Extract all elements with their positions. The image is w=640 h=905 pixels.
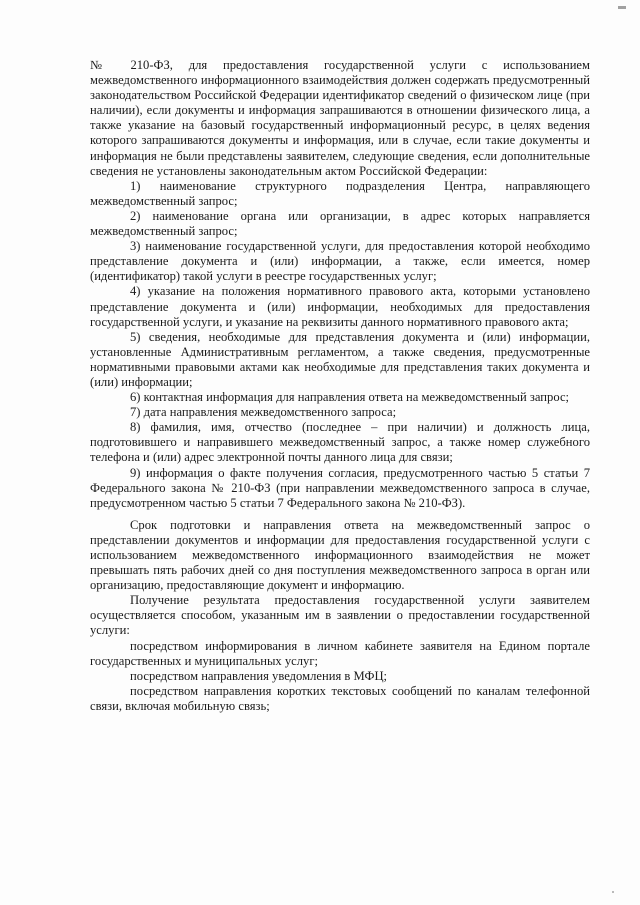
list-item-5: 5) сведения, необходимые для представления документа и (или) информации, установленные Административным регламентом, а также сведения, предусмотренные нормативными правовыми актами как необходимые для представления таких документа и (или) информации; [90,329,590,389]
intro-paragraph: № 210-ФЗ, для предоставления государственной услуги с использованием межведомственного информационного взаимодействия должен содержать предусмотренный законодательством Российской Федерации идентификатор сведений о физическом лице (при наличии), если документы и информация запрашиваются в отношении физического лица, а также указание на базовый государственный информационный ресурс, в целях ведения которого запрашиваются документы и информация, или в случае, если такие документы и информация не были представлены заявителем, следующие сведения, если дополнительные сведения не установлены законодательным актом Российской Федерации: [90,58,590,178]
list-item-3: 3) наименование государственной услуги, для предоставления которой необходимо представление документа и (или) информации, а также, если имеется, номер (идентификатор) такой услуги в реестре государственных услуг; [90,239,590,284]
list-item-4: 4) указание на положения нормативного правового акта, которыми установлено представление документа и (или) информации, необходимых для предоставления государственной услуги, и указание на реквизиты данного нормативного правового акта; [90,284,590,329]
list-item-9: 9) информация о факте получения согласия, предусмотренного частью 5 статьи 7 Федерального закона № 210-ФЗ (при направлении межведомственного запроса в случае, предусмотренном частью 5 статьи 7 Федерального закона № 210-ФЗ). [90,465,590,510]
result-paragraph: Получение результата предоставления государственной услуги заявителем осуществляется способом, указанным им в заявлении о предоставлении государственной услуги: [90,593,590,638]
method-item-1: посредством информирования в личном кабинете заявителя на Едином портале государственных и муниципальных услуг; [90,638,590,668]
list-item-2: 2) наименование органа или организации, в адрес которых направляется межведомственный запрос; [90,208,590,239]
method-item-2: посредством направления уведомления в МФЦ; [130,668,388,683]
list-item-1: 1) наименование структурного подразделения Центра, направляющего межведомственный запрос; [90,178,590,208]
scan-mark [618,6,626,9]
list-item-6: 6) контактная информация для направления ответа на межведомственный запрос; [130,390,570,405]
deadline-paragraph: Срок подготовки и направления ответа на межведомственный запрос о представлении документов и информации для предоставления государственной услуги с использованием межведомственного информационного взаимодействия не может превышать пять рабочих дней со дня поступления межведомственного запроса в орган или организацию, предоставляющие документ и информацию. [90,517,590,593]
document-body [90,58,590,714]
scan-dot [612,891,614,893]
list-item-8: 8) фамилия, имя, отчество (последнее – при наличии) и должность лица, подготовившего и направившего межведомственный запрос, а также номер служебного телефона и (или) адрес электронной почты данного лица для связи; [90,420,590,465]
list-item-7: 7) дата направления межведомственного запроса; [130,405,397,420]
method-item-3: посредством направления коротких текстовых сообщений по каналам телефонной связи, включая мобильную связь; [90,683,590,713]
